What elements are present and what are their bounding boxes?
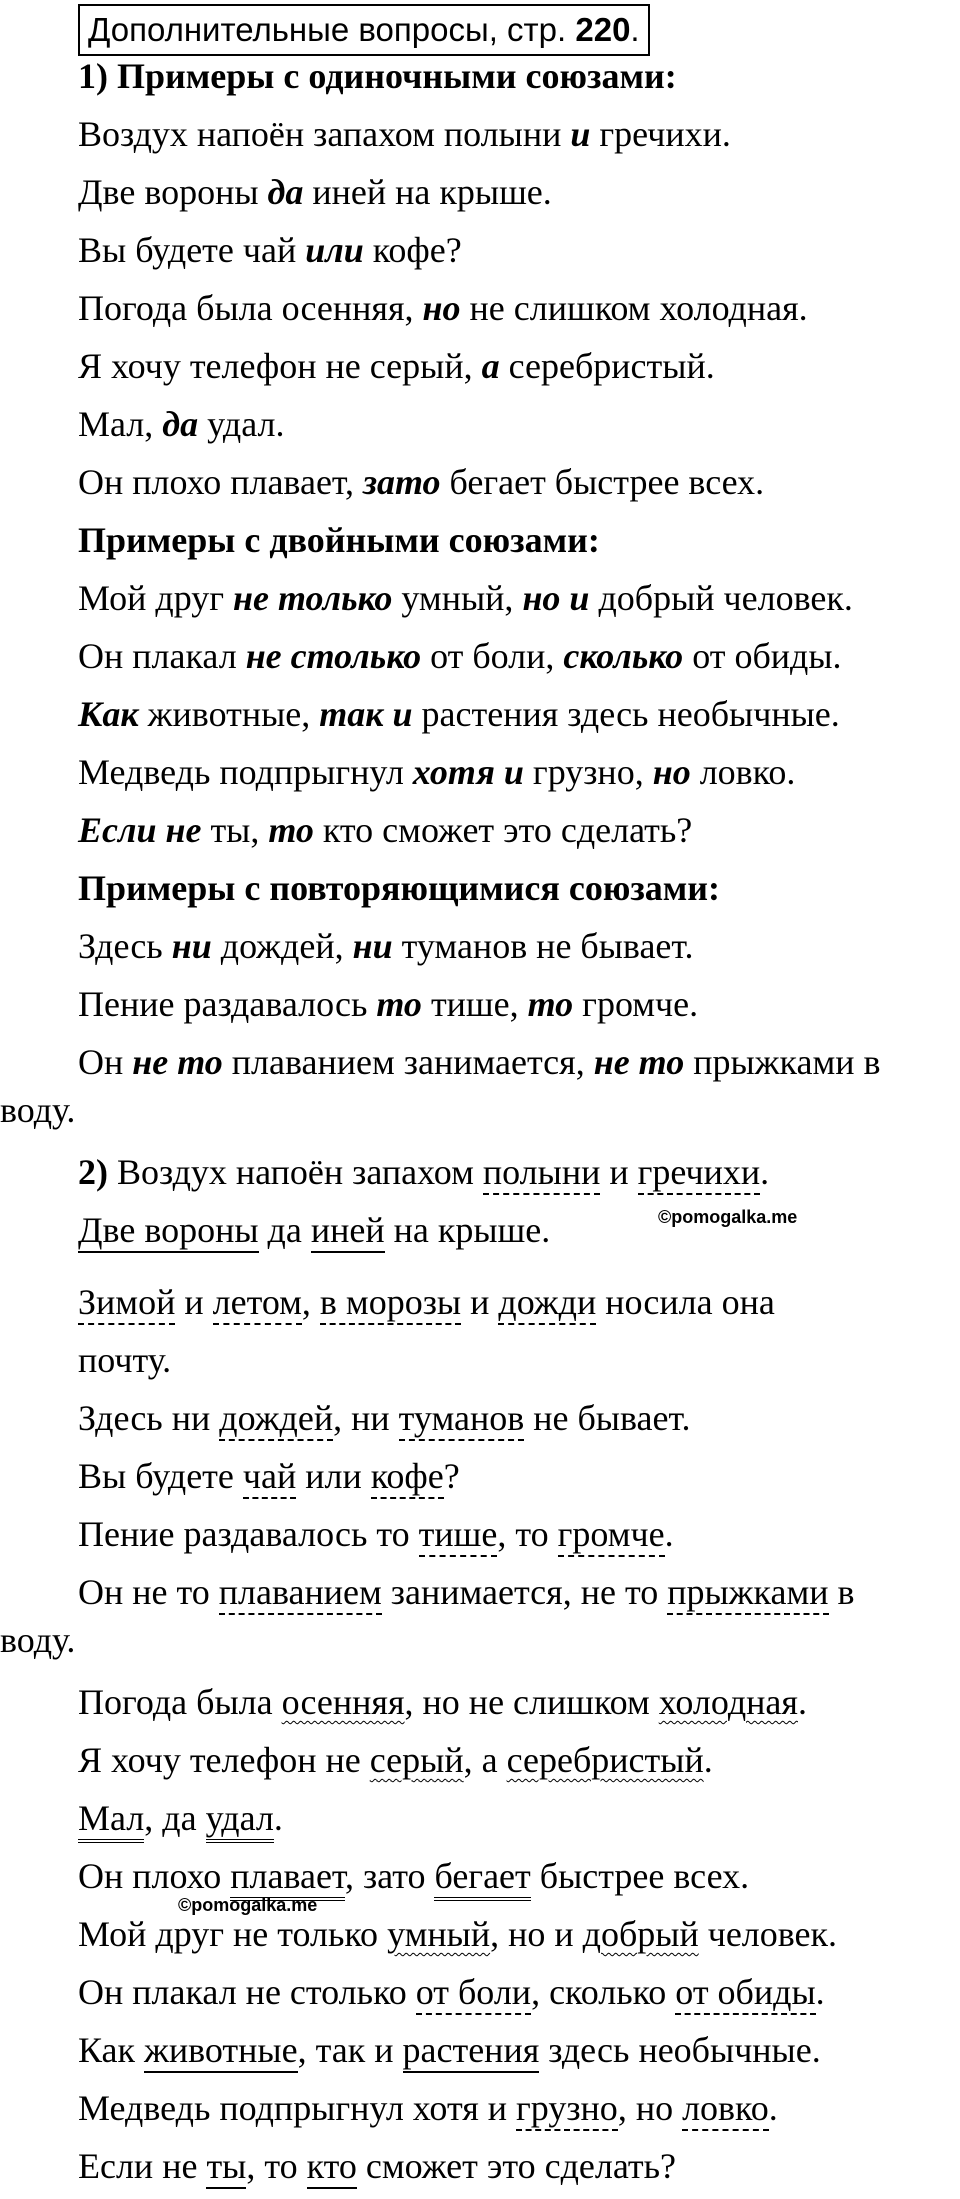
predicate-word: удал [206, 1798, 274, 1843]
text: здесь необычные. [539, 2030, 821, 2070]
item-number: 2) [78, 1152, 108, 1192]
example-line-continuation: воду. [0, 1090, 76, 1130]
section-heading-double: Примеры с двойными союзами: [78, 520, 600, 560]
parsed-line [78, 2026, 821, 2074]
conjunction: не только [233, 578, 393, 618]
text: добрый человек. [589, 578, 853, 618]
conjunction: ни [352, 926, 393, 966]
conjunction: то [527, 984, 574, 1024]
text: . [664, 1514, 674, 1554]
text: Он не то [78, 1572, 219, 1612]
text: серебристый. [499, 346, 715, 386]
text: быстрее всех. [530, 1856, 750, 1896]
text: ты, [201, 810, 269, 850]
text: грузно, [523, 752, 653, 792]
example-line [78, 1038, 881, 1086]
example-line [78, 574, 853, 622]
text: Воздух напоён запахом [108, 1152, 483, 1192]
subject-word: иней [311, 1210, 385, 1253]
conjunction: и [570, 114, 591, 154]
example-line [78, 226, 462, 274]
conjunction: то [376, 984, 422, 1024]
parsed-line [78, 2142, 676, 2190]
example-line [78, 748, 795, 796]
parsed-line [78, 1394, 690, 1442]
parsed-line [78, 1568, 855, 1616]
text: кофе? [363, 230, 462, 270]
conjunction: да [267, 172, 304, 212]
text: , а [463, 1740, 507, 1780]
addition-word: плаванием [219, 1572, 382, 1615]
circumstance-word: грузно [516, 2088, 618, 2131]
attribute-word: осенняя [281, 1682, 405, 1722]
conjunction: не столько [245, 636, 422, 676]
section-heading-repeating: Примеры с повторяющимися союзами: [78, 868, 721, 908]
attribute-word: холодная [658, 1682, 798, 1722]
parsed-line [78, 1278, 775, 1326]
text: занимается, не то [381, 1572, 668, 1612]
text: . [703, 1740, 713, 1780]
parsed-line [78, 1452, 460, 1500]
text: Здесь ни [78, 1398, 220, 1438]
parsed-line [78, 1794, 283, 1842]
text: , ни [333, 1398, 399, 1438]
text: Если не [78, 2146, 207, 2186]
text: растения здесь необычные. [412, 694, 840, 734]
text: , сколько [531, 1972, 676, 2012]
circumstance-word: тише [419, 1514, 498, 1557]
circumstance-word: от боли [416, 1972, 531, 2015]
text: Пение раздавалось [78, 984, 377, 1024]
conjunction: но и [522, 578, 590, 618]
text: Я хочу телефон не серый, [78, 346, 482, 386]
addition-word: чай [243, 1456, 296, 1499]
conjunction: хотя и [412, 752, 524, 792]
text: Пение раздавалось то [78, 1514, 419, 1554]
text: или [296, 1456, 371, 1496]
text: Я хочу телефон не [78, 1740, 370, 1780]
page-title [78, 4, 650, 56]
text: Две вороны [78, 172, 268, 212]
addition-word: кофе [371, 1456, 444, 1499]
text: Погода была осенняя, [78, 288, 423, 328]
predicate-word: бегает [434, 1856, 530, 1901]
parsed-line [78, 1968, 825, 2016]
text: . [815, 1972, 825, 2012]
text: Вы будете чай [78, 230, 306, 270]
text: Он плохо [78, 1856, 231, 1896]
parsed-line-continuation: воду. [0, 1620, 76, 1660]
text: тише, [421, 984, 528, 1024]
text: Как [78, 2030, 145, 2070]
circumstance-word: от обиды [675, 1972, 815, 2015]
conjunction: сколько [563, 636, 684, 676]
text: Мой друг не только [78, 1914, 388, 1954]
text: в [828, 1572, 855, 1612]
parsed-line [78, 1736, 713, 1784]
conjunction: Как [78, 694, 139, 734]
text: , зато [344, 1856, 435, 1896]
text: , но [617, 2088, 683, 2128]
watermark: ©pomogalka.me [658, 1207, 798, 1227]
conjunction: да [162, 404, 199, 444]
example-line [78, 458, 764, 506]
text: , да [144, 1798, 206, 1838]
subject-word: животные [144, 2030, 298, 2073]
example-line [78, 690, 840, 738]
text: Он плохо плавает, [78, 462, 363, 502]
text: не слишком холодная. [460, 288, 808, 328]
text: . [273, 1798, 283, 1838]
title-text: Дополнительные вопросы, стр. [88, 11, 576, 48]
text: , то [246, 2146, 307, 2186]
parsed-line [78, 1910, 837, 1958]
example-line [78, 632, 842, 680]
text: и [461, 1282, 499, 1322]
text: , но не слишком [404, 1682, 659, 1722]
text: , так и [297, 2030, 403, 2070]
conjunction: или [305, 230, 364, 270]
text: Погода была [78, 1682, 282, 1722]
text: Медведь подпрыгнул хотя и [78, 2088, 517, 2128]
subject-word: ты [206, 2146, 246, 2189]
conjunction: а [481, 346, 500, 386]
text: сможет это сделать? [356, 2146, 677, 2186]
text: дождей, [211, 926, 353, 966]
attribute-word: умный [387, 1914, 491, 1954]
circumstance-word: летом [213, 1282, 302, 1325]
attribute-word: добрый [582, 1914, 699, 1954]
subject-word: Две вороны [78, 1210, 259, 1253]
example-line [78, 342, 715, 390]
circumstance-word: в морозы [320, 1282, 461, 1325]
text: Вы будете [78, 1456, 243, 1496]
text: бегает быстрее всех. [440, 462, 765, 502]
addition-word: туманов [399, 1398, 525, 1441]
conjunction: Если не [78, 810, 202, 850]
circumstance-word: ловко [682, 2088, 769, 2131]
text: туманов не бывает. [392, 926, 694, 966]
conjunction: ни [171, 926, 212, 966]
example-line [78, 980, 698, 1028]
watermark: ©pomogalka.me [178, 1895, 318, 1915]
conjunction: так и [319, 694, 413, 734]
text: . [768, 2088, 778, 2128]
attribute-word: серый [369, 1740, 464, 1780]
conjunction: не то [593, 1042, 685, 1082]
text: да [258, 1210, 311, 1250]
example-line [78, 168, 552, 216]
text: от боли, [421, 636, 564, 676]
addition-word: дождей [219, 1398, 333, 1441]
text: гречихи. [590, 114, 731, 154]
text: и [600, 1152, 638, 1192]
parsed-line [78, 1678, 807, 1726]
text: человек. [698, 1914, 838, 1954]
text: Мал, [78, 404, 163, 444]
conjunction: но [652, 752, 691, 792]
text: ? [443, 1456, 460, 1496]
text: прыжками в [684, 1042, 881, 1082]
conjunction: но [422, 288, 461, 328]
predicate-word: Мал [78, 1798, 144, 1843]
text: носила она [596, 1282, 775, 1322]
parsed-line [78, 1206, 550, 1254]
example-line [78, 400, 284, 448]
text: животные, [138, 694, 320, 734]
section-heading-single: 1) Примеры с одиночными союзами: [78, 56, 677, 96]
text: ловко. [690, 752, 796, 792]
text: . [760, 1152, 770, 1192]
text: умный, [392, 578, 523, 618]
text: . [797, 1682, 807, 1722]
text: Он плакал не столько [78, 1972, 416, 2012]
text: Он плакал [78, 636, 246, 676]
text: Медведь подпрыгнул [78, 752, 413, 792]
text: Он [78, 1042, 133, 1082]
text: удал. [198, 404, 285, 444]
parsed-line-continuation: почту. [78, 1340, 172, 1380]
addition-word: полыни [483, 1152, 600, 1195]
parsed-line [78, 2084, 778, 2132]
parsed-line [78, 1852, 749, 1900]
attribute-word: серебристый [506, 1740, 704, 1780]
example-line [78, 110, 731, 158]
example-line [78, 284, 808, 332]
addition-word: прыжками [667, 1572, 828, 1615]
circumstance-word: громче [558, 1514, 665, 1557]
conjunction: то [268, 810, 314, 850]
circumstance-word: Зимой [78, 1282, 175, 1325]
text: Здесь [78, 926, 172, 966]
text: на крыше. [384, 1210, 551, 1250]
text: , но и [490, 1914, 583, 1954]
predicate-word: плавает [230, 1856, 345, 1901]
parsed-line [78, 1148, 769, 1196]
subject-word: кто [307, 2146, 357, 2189]
text: , [301, 1282, 320, 1322]
text: кто сможет это сделать? [313, 810, 693, 850]
text: Воздух напоён запахом полыни [78, 114, 571, 154]
text: и [175, 1282, 213, 1322]
conjunction: не то [132, 1042, 223, 1082]
text: Мой друг [78, 578, 233, 618]
circumstance-word: дожди [498, 1282, 596, 1325]
text: , то [497, 1514, 558, 1554]
text: не бывает. [524, 1398, 691, 1438]
parsed-line [78, 1510, 674, 1558]
conjunction: зато [362, 462, 441, 502]
addition-word: гречихи [638, 1152, 760, 1195]
text: иней на крыше. [303, 172, 552, 212]
text: от обиды. [683, 636, 842, 676]
example-line [78, 806, 692, 854]
text: громче. [573, 984, 699, 1024]
example-line [78, 922, 693, 970]
subject-word: растения [403, 2030, 540, 2073]
title-suffix: . [630, 11, 640, 48]
title-page-number: 220 [575, 11, 631, 48]
text: плаванием занимается, [222, 1042, 594, 1082]
